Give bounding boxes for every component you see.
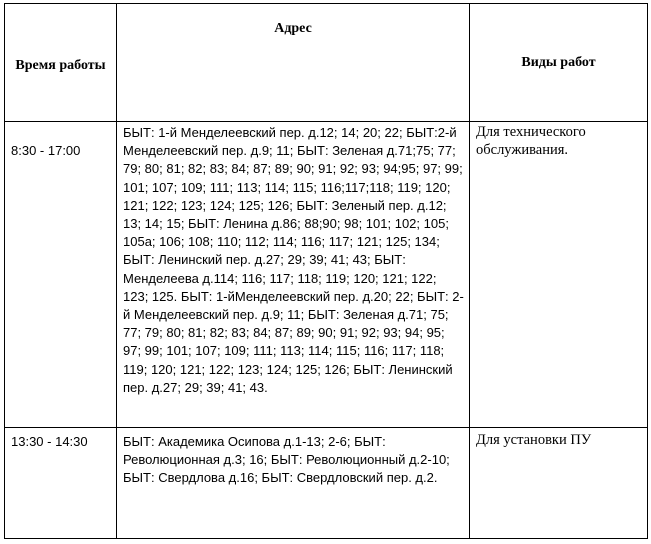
row-address-cell: БЫТ: Академика Осипова д.1-13; 2-6; БЫТ: Революционная д.3; 16; БЫТ: Революционный д.2-10; БЫТ: Свердлова д.16; БЫТ: Свердловский пер. д.2. bbox=[117, 428, 470, 539]
header-work-type-label: Виды работ bbox=[521, 54, 596, 70]
table-row bbox=[5, 122, 648, 428]
header-time-label: Время работы bbox=[15, 57, 106, 73]
row-time-cell: 8:30 - 17:00 bbox=[5, 122, 117, 428]
row-time-cell: 13:30 - 14:30 bbox=[5, 428, 117, 539]
header-cell-address bbox=[117, 4, 470, 122]
table-row bbox=[5, 428, 648, 539]
row-address-cell: БЫТ: 1-й Менделеевский пер. д.12; 14; 20; 22; БЫТ:2-й Менделеевский пер. д.9; 11; БЫТ: Зеленая д.71;75; 77; 79; 80; 81; 82; 83; 84; 87; 89; 90; 91; 92; 93; 94;95; 97; 99; 101; 107; 109; 111; 113; 114; 115; 116;117;118; 119; 120; 121; 122; 123; 124; 125; 126; БЫТ: Зеленый пер. д.12; 13; 14; 15; БЫТ: Ленина д.86; 88;90; 98; 101; 102; 105; 105а; 106; 108; 110; 112; 114; 116; 117; 121; 125; 134; БЫТ: Ленинский пер. д.27; 29; 39; 41; 43; БЫТ: Менделеева д.114; 116; 117; 118; 119; 120; 121; 122; 123; 125. БЫТ: 1-йМенделеевский пер. д.20; 22; БЫТ: 2-й Менделеевский пер. д.9; 11; БЫТ: Зеленая д.71; 75; 77; 79; 80; 81; 82; 83; 84; 87; 89; 90; 91; 92; 93; 94; 95; 97; 99; 101; 107; 109; 111; 113; 114; 115; 116; 117; 118; 119; 120; 121; 122; 123; 124; 125; 126; БЫТ: Ленинский пер. д.27; 29; 39; 41; 43. bbox=[117, 122, 470, 428]
row-work-type-cell: Для установки ПУ bbox=[470, 428, 648, 539]
table-header-row bbox=[5, 4, 648, 122]
row-work-type-cell: Для технического обслуживания. bbox=[470, 122, 648, 428]
header-cell-time bbox=[5, 4, 117, 122]
schedule-table bbox=[4, 3, 648, 539]
header-address-label: Адрес bbox=[274, 21, 312, 36]
header-cell-work-type bbox=[470, 4, 648, 122]
